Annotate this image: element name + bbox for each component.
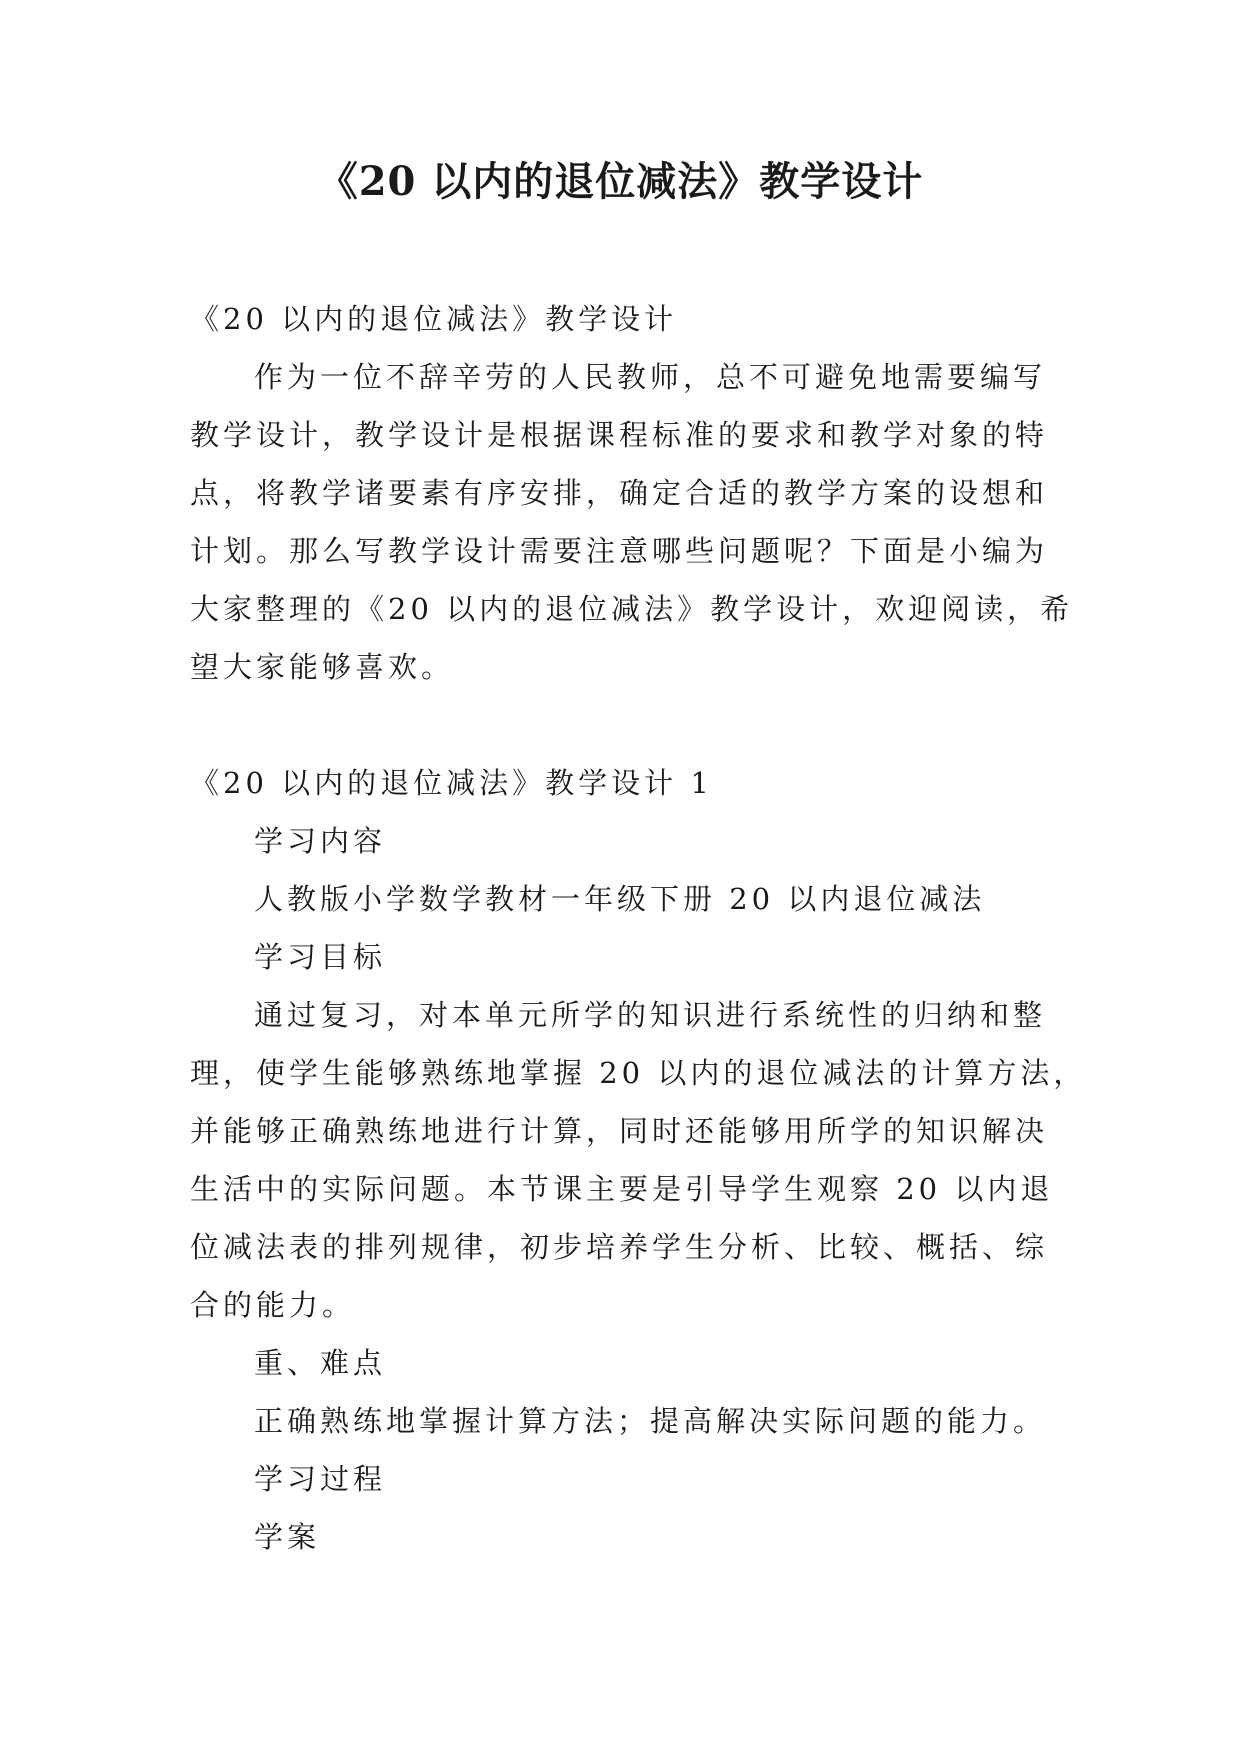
plan-label: 学案: [254, 1520, 321, 1554]
goal-label: 学习目标: [254, 940, 387, 974]
content-text: 人教版小学数学教材一年级下册 20 以内退位减法: [254, 882, 986, 916]
intro-paragraph-line: 计划。那么写教学设计需要注意哪些问题呢？下面是小编为: [190, 534, 1049, 568]
process-label: 学习过程: [254, 1462, 387, 1496]
intro-paragraph-line: 望大家能够喜欢。: [190, 650, 455, 684]
intro-paragraph-line: 大家整理的《20 以内的退位减法》教学设计，欢迎阅读，希: [190, 592, 1074, 626]
intro-paragraph-line: 教学设计，教学设计是根据课程标准的要求和教学对象的特: [190, 418, 1049, 452]
section-heading: 《20 以内的退位减法》教学设计 1: [190, 766, 713, 800]
intro-paragraph-line: 点，将教学诸要素有序安排，确定合适的教学方案的设想和: [190, 476, 1049, 510]
goal-paragraph-line: 位减法表的排列规律，初步培养学生分析、比较、概括、综: [190, 1230, 1049, 1264]
section-spacer: [190, 696, 1070, 754]
content-label: 学习内容: [254, 824, 387, 858]
goal-paragraph-line: 并能够正确熟练地进行计算，同时还能够用所学的知识解决: [190, 1114, 1049, 1148]
goal-paragraph-line: 通过复习，对本单元所学的知识进行系统性的归纳和整: [254, 998, 1047, 1032]
document-title: 《20 以内的退位减法》教学设计: [317, 158, 924, 205]
goal-paragraph-line: 理，使学生能够熟练地掌握 20 以内的退位减法的计算方法，: [190, 1056, 1087, 1090]
goal-paragraph-line: 合的能力。: [190, 1288, 356, 1322]
intro-paragraph-line: 作为一位不辞辛劳的人民教师，总不可避免地需要编写: [254, 360, 1047, 394]
goal-paragraph-line: 生活中的实际问题。本节课主要是引导学生观察 20 以内退: [190, 1172, 1054, 1206]
key-text: 正确熟练地掌握计算方法；提高解决实际问题的能力。: [254, 1404, 1047, 1438]
key-label: 重、难点: [254, 1346, 387, 1380]
document-body: [190, 290, 1087, 1566]
intro-heading: 《20 以内的退位减法》教学设计: [190, 302, 678, 336]
